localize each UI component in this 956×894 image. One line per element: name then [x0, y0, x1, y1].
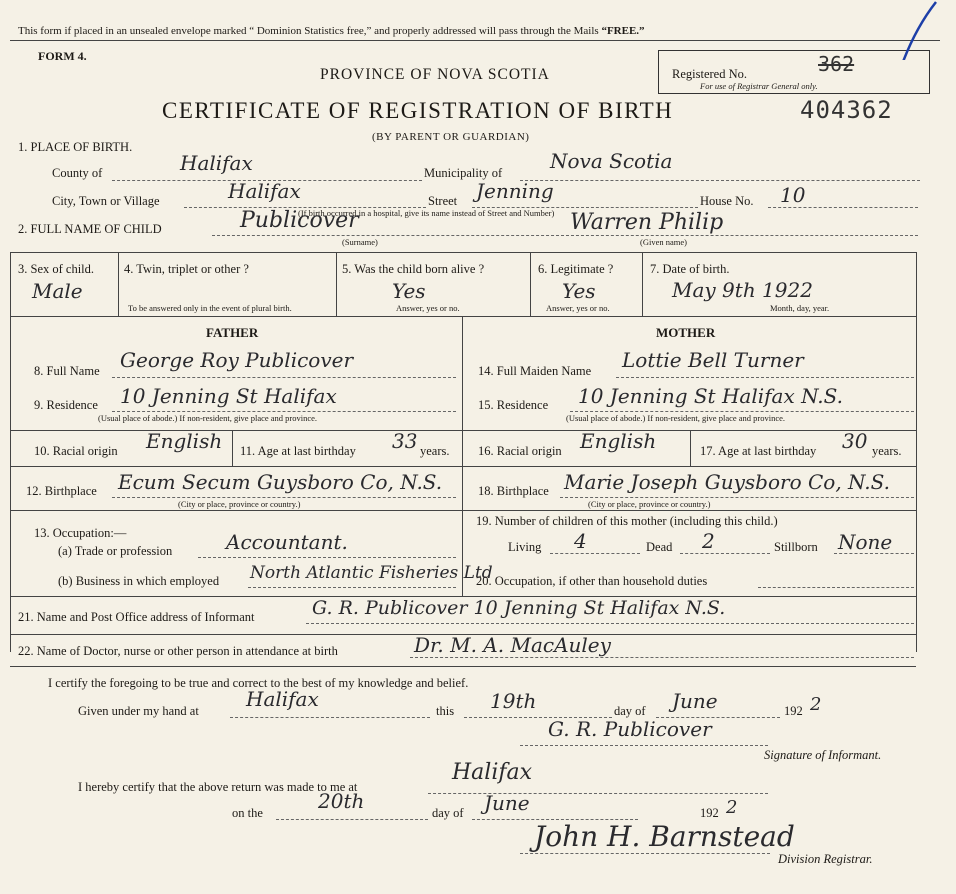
- year-prefix: 192: [784, 704, 803, 718]
- registrar-label: Division Registrar.: [778, 852, 873, 866]
- mother-age-label: 17. Age at last birthday: [700, 444, 817, 458]
- father-birthplace-value: Ecum Secum Guysboro Co, N.S.: [118, 470, 443, 494]
- legitimate-label: 6. Legitimate ?: [538, 262, 614, 276]
- father-age-label: 11. Age at last birthday: [240, 444, 356, 458]
- father-residence-note: (Usual place of abode.) If non-resident, give place and province.: [98, 413, 318, 423]
- day-of2-label: day of: [432, 806, 464, 820]
- return-certify-label: I hereby certify that the above return was made to me at: [78, 780, 358, 794]
- mother-birthplace-label: 18. Birthplace: [478, 484, 549, 498]
- doctor-line: [410, 657, 914, 658]
- father-racial-label: 10. Racial origin: [34, 444, 118, 458]
- father-residence-line: [112, 411, 456, 412]
- municipality-line: [520, 180, 920, 181]
- legitimate-note: Answer, yes or no.: [546, 303, 610, 313]
- place-of-birth-label: 1. PLACE OF BIRTH.: [18, 140, 133, 154]
- informant-value: G. R. Publicover 10 Jenning St Halifax N.S.: [312, 597, 726, 619]
- father-residence-value: 10 Jenning St Halifax: [120, 384, 337, 408]
- occupation-label: 13. Occupation:—: [34, 526, 127, 540]
- mother-racial-divider: [690, 430, 691, 466]
- dead-value: 2: [702, 529, 715, 553]
- page-subtitle: (BY PARENT OR GUARDIAN): [372, 131, 530, 143]
- left-border: [10, 252, 11, 652]
- child-name-label: 2. FULL NAME OF CHILD: [18, 222, 162, 236]
- surname-caption: (Surname): [342, 237, 378, 247]
- father-birthplace-label: 12. Birthplace: [26, 484, 97, 498]
- mother-residence-value: 10 Jenning St Halifax N.S.: [578, 384, 843, 408]
- doctor-value: Dr. M. A. MacAuley: [414, 633, 611, 657]
- page-title: CERTIFICATE OF REGISTRATION OF BIRTH: [162, 98, 674, 123]
- given-under-label: Given under my hand at: [78, 704, 199, 718]
- municipality-label: Municipality of: [424, 166, 503, 180]
- month2-value: June: [484, 791, 530, 815]
- mother-name-value: Lottie Bell Turner: [622, 348, 804, 372]
- house-value: 10: [780, 183, 806, 207]
- hospital-note: (If birth occurred in a hospital, give its name instead of Street and Number): [298, 208, 555, 218]
- child-name-line: [212, 235, 918, 236]
- twin-note: To be answered only in the event of plural birth.: [128, 303, 292, 313]
- certify-top-rule: [10, 666, 916, 667]
- mother-age-value: 30: [842, 429, 868, 453]
- business-line: [248, 587, 456, 588]
- date-note: Month, day, year.: [770, 303, 830, 313]
- year-value: 2: [810, 694, 822, 715]
- day-value: 19th: [490, 689, 537, 713]
- trade-value: Accountant.: [226, 530, 348, 554]
- dead-line: [680, 553, 770, 554]
- mother-birthplace-value: Marie Joseph Guysboro Co, N.S.: [564, 470, 890, 494]
- form-number: FORM 4.: [38, 49, 87, 63]
- stillborn-value: None: [838, 530, 893, 554]
- alive-value: Yes: [392, 279, 426, 303]
- mother-occupation-line: [758, 587, 914, 588]
- this-label: this: [436, 704, 455, 718]
- mother-name-label: 14. Full Maiden Name: [478, 364, 592, 378]
- house-label: House No.: [700, 194, 754, 208]
- column-divider: [462, 316, 463, 510]
- county-value: Halifax: [180, 151, 253, 175]
- row3-divider-3: [530, 252, 531, 316]
- house-line: [768, 207, 918, 208]
- child-surname-value: Publicover: [240, 208, 359, 233]
- father-name-value: George Roy Publicover: [120, 348, 354, 372]
- doctor-label: 22. Name of Doctor, nurse or other person in attendance at birth: [18, 644, 338, 658]
- trade-line: [198, 557, 456, 558]
- day2-value: 20th: [318, 789, 365, 813]
- informant-label: 21. Name and Post Office address of Informant: [18, 610, 255, 624]
- stillborn-label: Stillborn: [774, 540, 818, 554]
- signature-line: [520, 745, 768, 746]
- stamp-number: 404362: [800, 96, 893, 124]
- alive-label: 5. Was the child born alive ?: [342, 262, 485, 276]
- children-count-label: 19. Number of children of this mother (including this child.): [476, 514, 778, 528]
- month-value: June: [672, 689, 718, 713]
- mother-residence-note: (Usual place of abode.) If non-resident, give place and province.: [566, 413, 786, 423]
- living-line: [550, 553, 640, 554]
- municipality-value: Nova Scotia: [550, 149, 673, 173]
- blue-check-mark: [880, 0, 940, 60]
- mail-notice: [18, 24, 645, 38]
- street-label: Street: [428, 194, 458, 208]
- row3-divider-2: [336, 252, 337, 316]
- day2-line: [276, 819, 428, 820]
- twin-label: 4. Twin, triplet or other ?: [124, 262, 249, 276]
- return-place-value: Halifax: [452, 760, 533, 785]
- business-value: North Atlantic Fisheries Ltd: [250, 563, 493, 583]
- father-birthplace-line: [112, 497, 456, 498]
- child-given-value: Warren Philip: [570, 210, 724, 235]
- city-value: Halifax: [228, 179, 301, 203]
- county-label: County of: [52, 166, 103, 180]
- certify-statement: I certify the foregoing to be true and correct to the best of my knowledge and belief.: [48, 676, 469, 690]
- legitimate-value: Yes: [562, 279, 596, 303]
- mother-heading: MOTHER: [656, 325, 716, 340]
- alive-note: Answer, yes or no.: [396, 303, 460, 313]
- sex-label: 3. Sex of child.: [18, 262, 95, 276]
- row3-divider-4: [642, 252, 643, 316]
- mother-age-unit: years.: [872, 444, 902, 458]
- father-racial-value: English: [146, 429, 223, 453]
- date-of-birth-value: May 9th 1922: [672, 278, 813, 302]
- mother-residence-line: [570, 411, 914, 412]
- date-of-birth-label: 7. Date of birth.: [650, 262, 730, 276]
- business-label: (b) Business in which employed: [58, 574, 220, 588]
- occupation-top-rule: [10, 510, 916, 511]
- row3-bottom-rule: [10, 316, 916, 317]
- father-heading: FATHER: [206, 325, 259, 340]
- free-label: “FREE.”: [601, 25, 645, 37]
- mother-racial-value: English: [580, 429, 657, 453]
- street-value: Jenning: [476, 179, 554, 203]
- given-place-value: Halifax: [246, 687, 319, 711]
- father-name-line: [112, 377, 456, 378]
- mother-birthplace-note: (City or place, province or country.): [588, 499, 711, 509]
- province-heading: PROVINCE OF NOVA SCOTIA: [320, 66, 550, 83]
- on-the-label: on the: [232, 806, 263, 820]
- mother-racial-label: 16. Racial origin: [478, 444, 562, 458]
- city-label: City, Town or Village: [52, 194, 160, 208]
- father-age-unit: years.: [420, 444, 450, 458]
- living-value: 4: [574, 529, 587, 553]
- year2-prefix: 192: [700, 806, 719, 820]
- return-place-line: [428, 793, 768, 794]
- registered-value: 362: [818, 52, 855, 76]
- registrar-signature: John H. Barnstead: [534, 820, 795, 853]
- day-of-label: day of: [614, 704, 646, 718]
- row3-top-rule: [10, 252, 916, 253]
- informant-line: [306, 623, 914, 624]
- dead-label: Dead: [646, 540, 673, 554]
- father-age-value: 33: [392, 429, 418, 453]
- racial-bottom-rule: [10, 466, 916, 467]
- mother-residence-label: 15. Residence: [478, 398, 549, 412]
- signature-label: Signature of Informant.: [764, 748, 882, 762]
- right-border: [916, 252, 917, 652]
- year2-value: 2: [726, 797, 738, 818]
- lower-column-divider: [462, 510, 463, 596]
- trade-label: (a) Trade or profession: [58, 544, 173, 558]
- father-name-label: 8. Full Name: [34, 364, 100, 378]
- father-residence-label: 9. Residence: [34, 398, 98, 412]
- mail-notice-text: This form if placed in an unsealed envelope marked “ Dominion Statistics free,” and properly addressed will pass through the Mails: [18, 25, 599, 37]
- row3-divider-1: [118, 252, 119, 316]
- living-label: Living: [508, 540, 542, 554]
- mother-birthplace-line: [560, 497, 914, 498]
- mother-name-line: [616, 377, 914, 378]
- informant-signature: G. R. Publicover: [548, 717, 712, 741]
- registered-label: Registered No.: [672, 67, 747, 81]
- mother-occupation-label: 20. Occupation, if other than household duties: [476, 574, 708, 588]
- top-rule: [10, 40, 940, 41]
- given-name-caption: (Given name): [640, 237, 687, 247]
- father-birthplace-note: (City or place, province or country.): [178, 499, 301, 509]
- sex-value: Male: [32, 279, 83, 303]
- registrar-note: For use of Registrar General only.: [700, 81, 818, 91]
- father-racial-divider: [232, 430, 233, 466]
- given-place-line: [230, 717, 430, 718]
- registrar-line: [520, 853, 770, 854]
